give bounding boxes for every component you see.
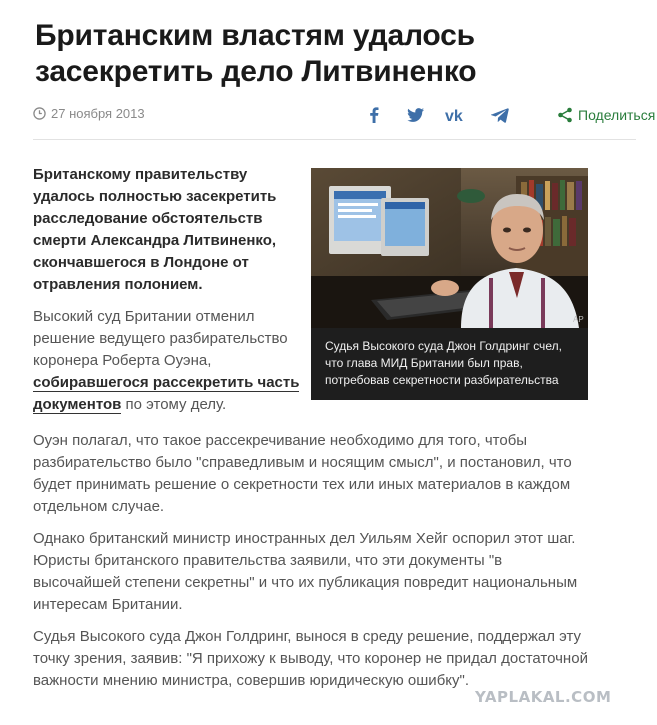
paragraph-text: Высокий суд Британии отменил решение ведущего разбирательство коронера Роберта Оуэна, bbox=[33, 308, 288, 369]
article-meta bbox=[33, 104, 656, 126]
photo-credit: AP bbox=[573, 315, 584, 324]
clock-icon bbox=[33, 107, 46, 120]
article-paragraph-1 bbox=[33, 306, 303, 416]
share-label: Поделиться bbox=[578, 107, 656, 123]
vk-icon[interactable] bbox=[444, 104, 472, 126]
svg-text:vk: vk bbox=[445, 108, 463, 125]
caption-text: Судья Высокого суда Джон Голдринг счел, что глава МИД Британии был прав, потребовав секретности разбирательства bbox=[325, 339, 562, 387]
header-divider bbox=[33, 139, 636, 140]
share-button[interactable] bbox=[557, 105, 657, 125]
documents-link[interactable]: собиравшегося рассекретить часть документов bbox=[33, 374, 300, 413]
article-lead: Британскому правительству удалось полностью засекретить расследование обстоятельств смерти Александра Литвиненко, скончавшегося в Лондоне от отравления полонием. bbox=[33, 166, 277, 293]
twitter-icon[interactable] bbox=[404, 104, 426, 126]
article-photo bbox=[311, 168, 588, 328]
paragraph-text: по этому делу. bbox=[121, 396, 227, 413]
telegram-icon[interactable] bbox=[489, 104, 511, 126]
article-paragraph-2: Оуэн полагал, что такое рассекречивание необходимо для того, чтобы разбирательство было "справедливым и носящим смысл", и постановил, что будет принимать решение о секретности тех или иных материалов в каждом отдельном случае. bbox=[33, 432, 572, 515]
judge-photo bbox=[311, 168, 588, 328]
article-paragraph-3: Однако британский министр иностранных дел Уильям Хейг оспорил этот шаг. Юристы британского правительства заявили, что эти документы "в высочайшей степени секретны" и что их публикация повредит национальным интересам Британии. bbox=[33, 530, 578, 613]
article-paragraph-4: Судья Высокого суда Джон Голдринг, вынося в среду решение, поддержал эту точку зрения, заявив: "Я прихожу к выводу, что коронер не придал достаточной важности мнению министра, совершив юридическую ошибку". bbox=[33, 628, 588, 689]
photo-caption bbox=[311, 328, 588, 400]
article-date bbox=[33, 106, 145, 121]
share-icon bbox=[557, 107, 573, 123]
site-watermark: YAPLAKAL.COM bbox=[475, 688, 612, 706]
facebook-icon[interactable] bbox=[363, 104, 385, 126]
article-title: Британским властям удалось засекретить дело Литвиненко bbox=[35, 19, 477, 88]
date-text: 27 ноября 2013 bbox=[51, 106, 145, 121]
article-figure bbox=[311, 168, 588, 400]
